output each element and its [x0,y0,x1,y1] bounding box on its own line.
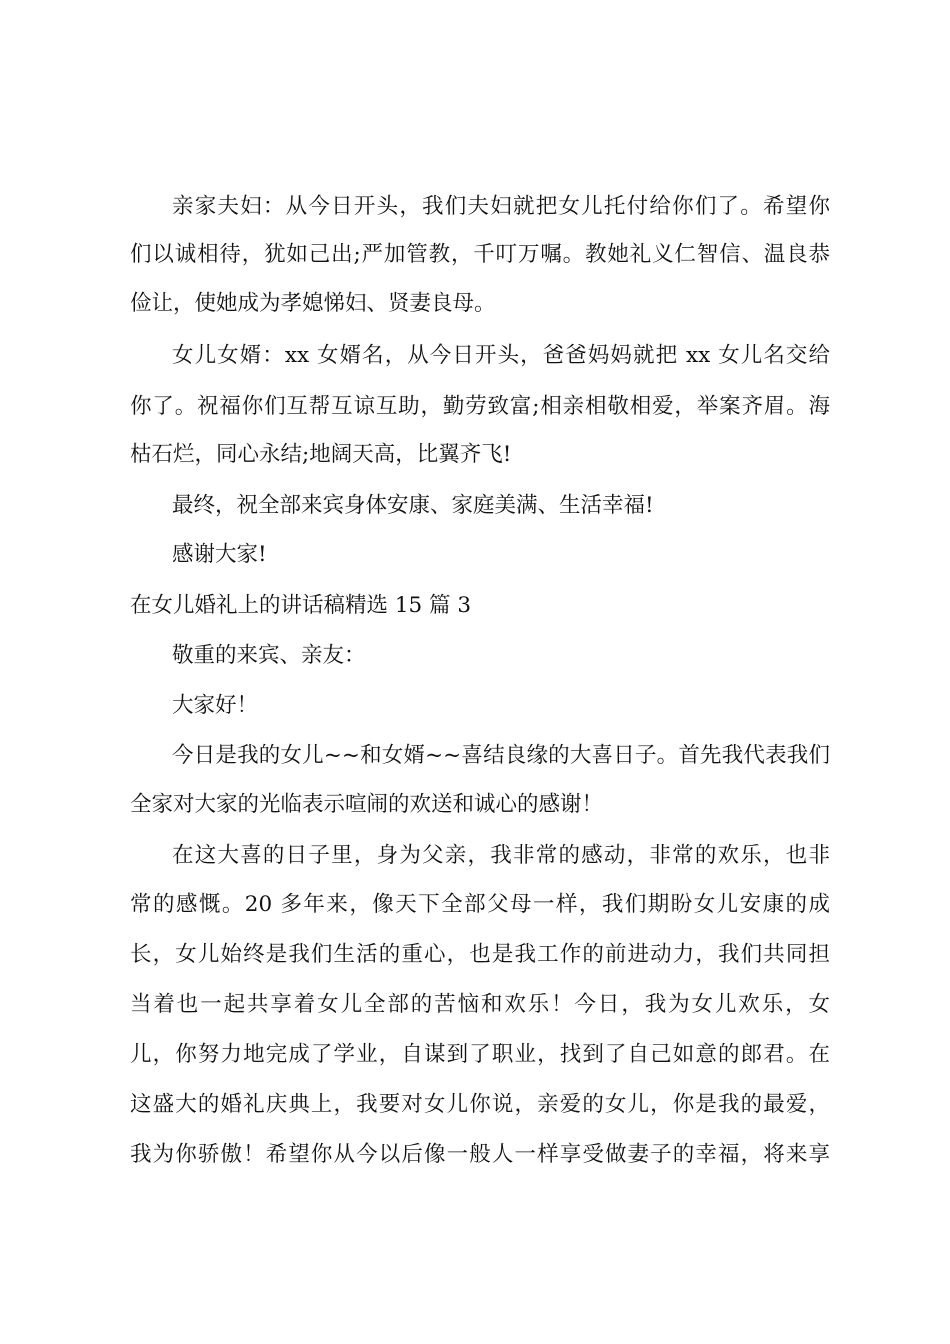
paragraph-line: 儿，你努力地完成了学业，自谋到了职业，找到了自己如意的郎君。在 [130,1042,830,1067]
paragraph-line: 当着也一起共享着女儿全部的苦恼和欢乐！今日，我为女儿欢乐，女 [130,992,830,1017]
greeting-line: 大家好！ [172,693,259,718]
paragraph-line: 们以诚相待，犹如己出;严加管教，千叮万嘱。教她礼义仁智信、温良恭 [130,242,830,267]
paragraph-line: 枯石烂，同心永结;地阔天高，比翼齐飞! [130,442,512,467]
paragraph-line: 女儿女婿：xx 女婿名，从今日开头，爸爸妈妈就把 xx 女儿名交给 [172,343,830,368]
paragraph-line: 常的感慨。20 多年来，像天下全部父母一样，我们期盼女儿安康的成 [130,892,830,917]
paragraph-line: 长，女儿始终是我们生活的重心，也是我工作的前进动力，我们共同担 [130,942,830,967]
paragraph-line: 感谢大家! [172,542,267,567]
paragraph-line: 亲家夫妇：从今日开头，我们夫妇就把女儿托付给你们了。希望你 [172,194,830,219]
paragraph-line: 你了。祝福你们互帮互谅互助，勤劳致富;相亲相敬相爱，举案齐眉。海 [130,394,830,419]
paragraph-line: 全家对大家的光临表示喧闹的欢送和诚心的感谢！ [130,792,604,817]
paragraph-line: 今日是我的女儿~~和女婿~~喜结良缘的大喜日子。首先我代表我们 [172,743,830,768]
paragraph-line: 这盛大的婚礼庆典上，我要对女儿你说，亲爱的女儿，你是我的最爱， [130,1092,830,1117]
paragraph-line: 最终，祝全部来宾身体安康、家庭美满、生活幸福! [172,493,654,518]
paragraph-line: 俭让，使她成为孝媳悌妇、贤妻良母。 [130,291,496,316]
salutation-line: 敬重的来宾、亲友： [172,643,366,668]
paragraph-line: 我为你骄傲！希望你从今以后像一般人一样享受做妻子的幸福，将来享 [130,1142,830,1167]
paragraph-line: 在这大喜的日子里，身为父亲，我非常的感动，非常的欢乐，也非 [172,843,830,868]
section-heading: 在女儿婚礼上的讲话稿精选 15 篇 3 [130,593,472,618]
